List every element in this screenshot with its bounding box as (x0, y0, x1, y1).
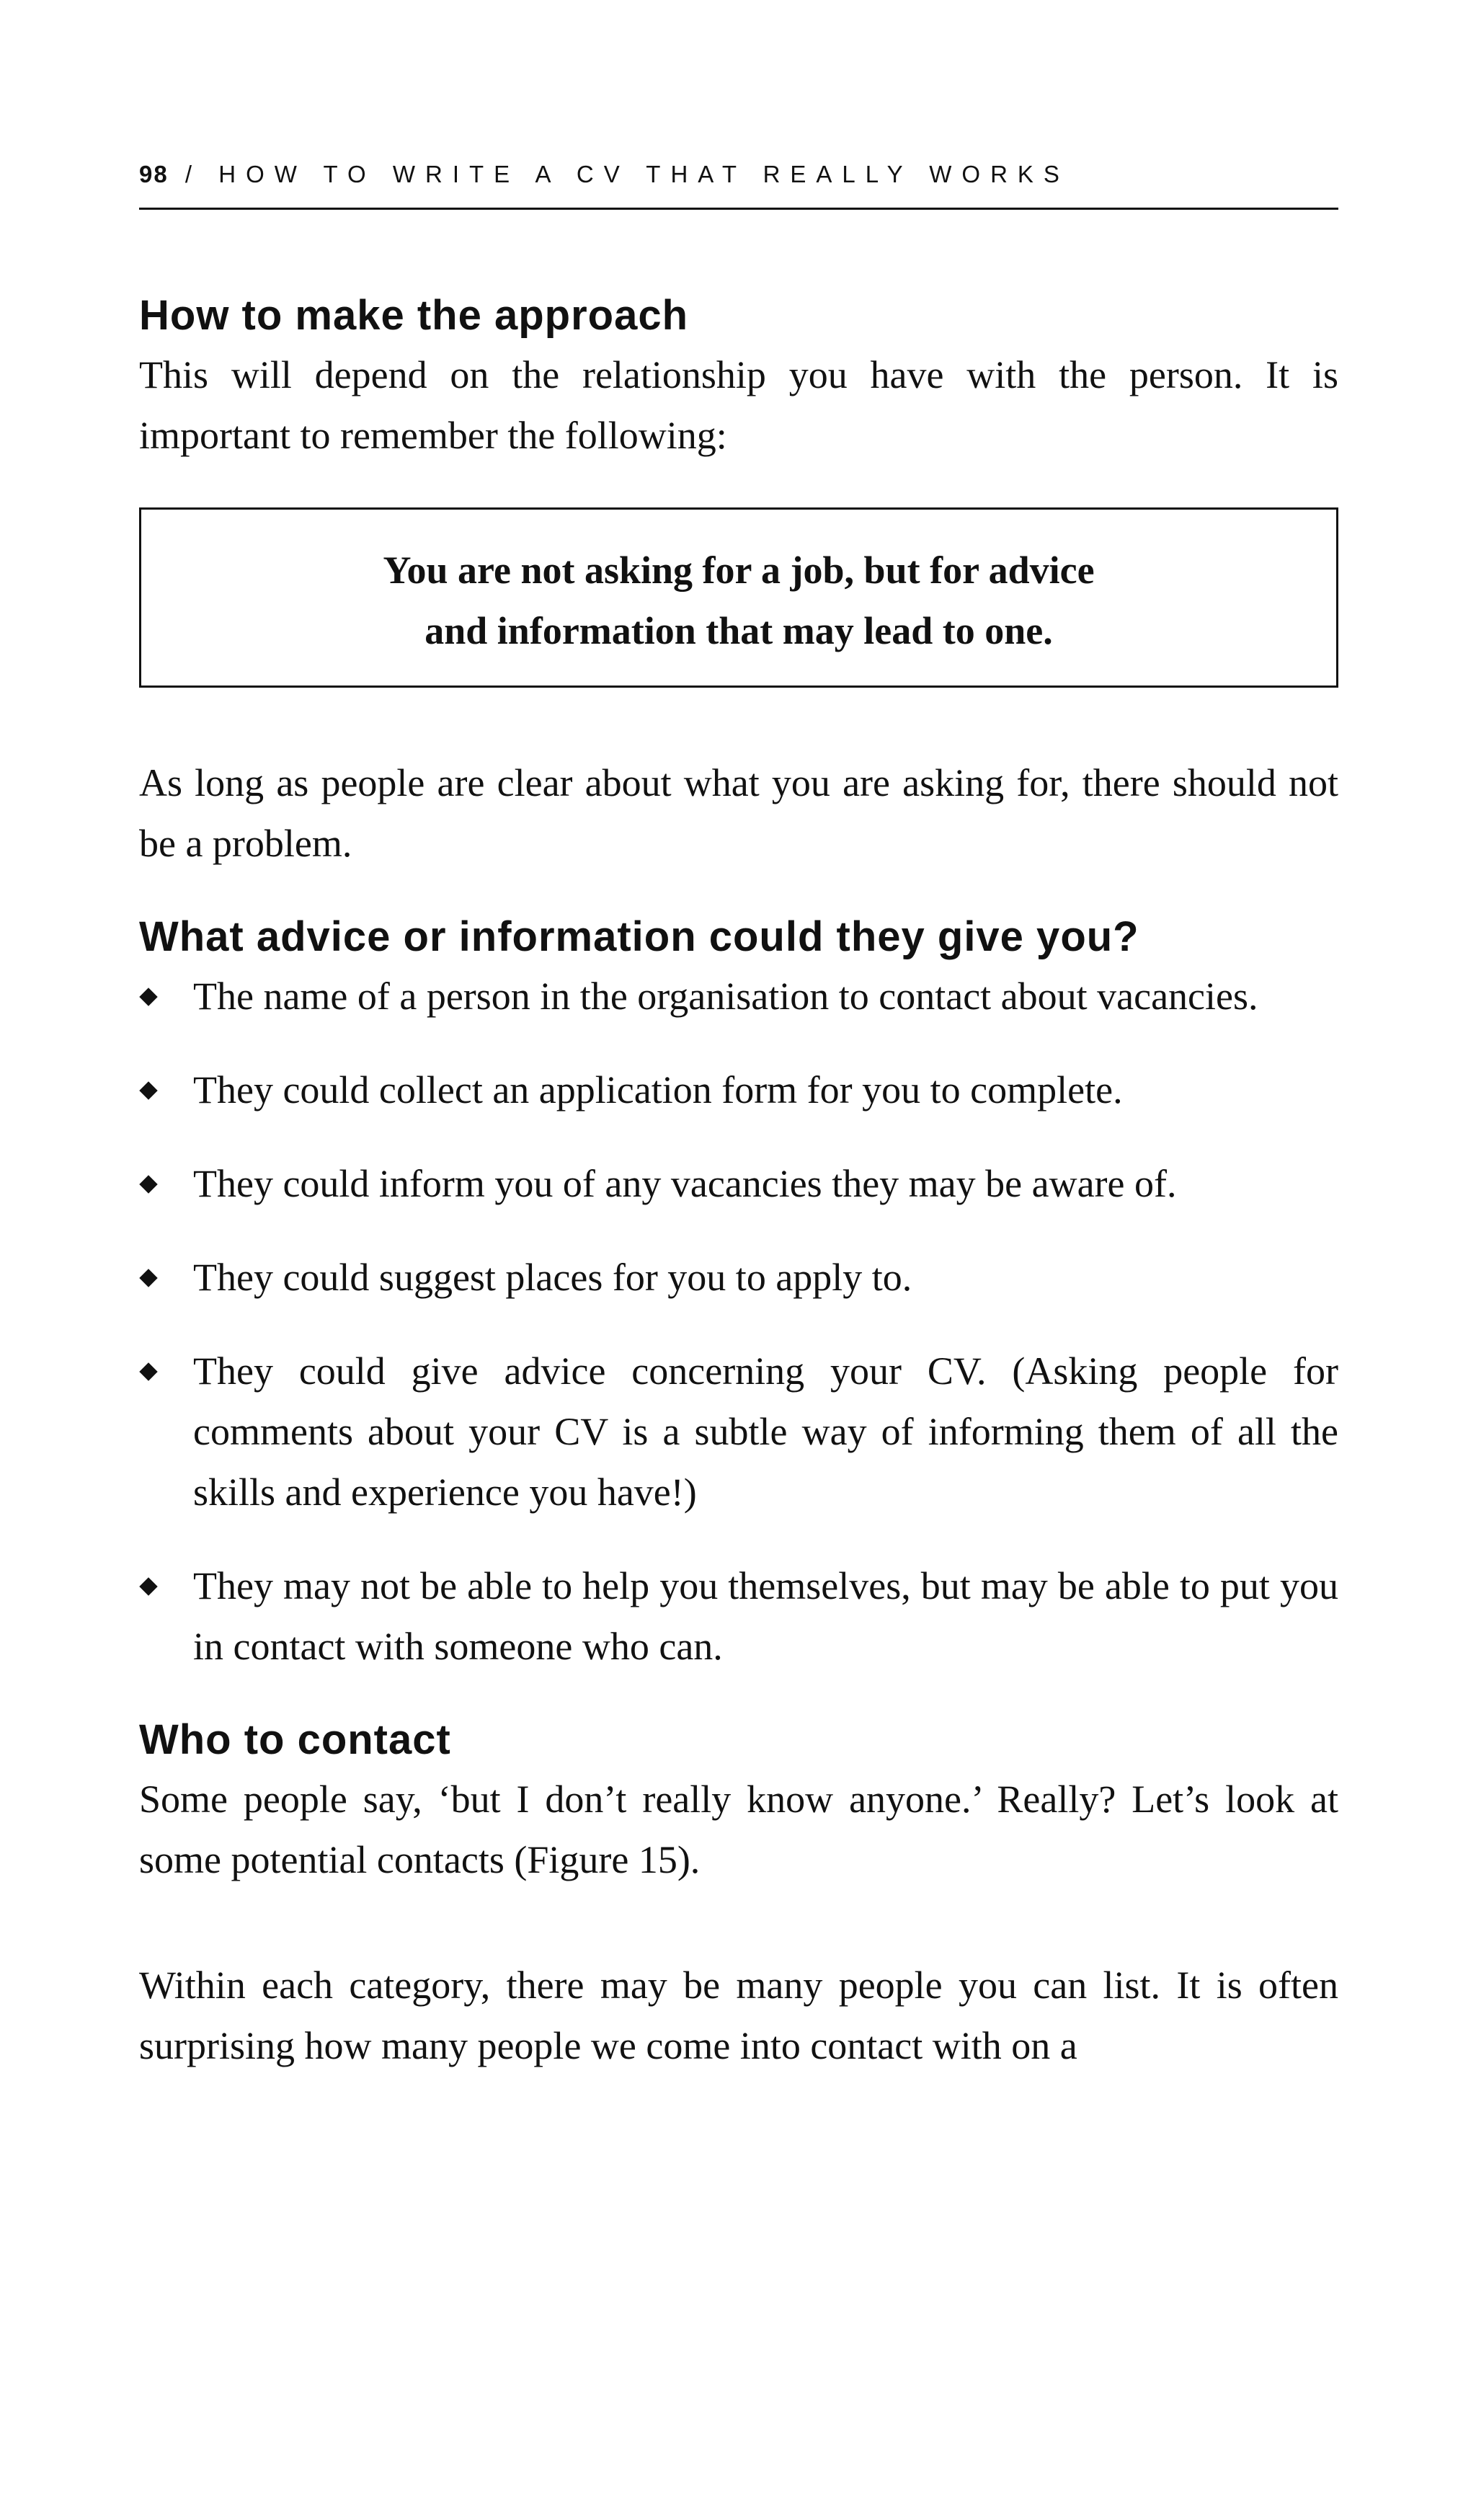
running-header (139, 160, 1338, 189)
list-item (139, 1153, 1338, 1214)
callout-box (139, 507, 1338, 688)
callout-line-2: and information that may lead to one. (424, 609, 1053, 652)
contact-para-1: Some people say, ‘but I don’t really know anyone.’ Really? Let’s look at some potential contacts (Figure 15). (139, 1778, 1338, 1881)
diamond-bullet-icon (139, 1577, 157, 1595)
list-item (139, 1060, 1338, 1120)
diamond-bullet-icon (139, 1269, 157, 1287)
approach-follow-up: As long as people are clear about what you are asking for, there should not be a problem. (139, 761, 1338, 865)
diamond-bullet-icon (139, 1081, 157, 1099)
list-item (139, 966, 1338, 1026)
diamond-bullet-icon (139, 988, 157, 1006)
list-item-text: They may not be able to help you themselves, but may be able to put you in contact with someone who can. (193, 1564, 1338, 1668)
list-item (139, 1341, 1338, 1522)
page-number: 98 (139, 161, 169, 187)
header-rule (139, 208, 1338, 210)
callout-line-1: You are not asking for a job, but for advice (383, 549, 1095, 592)
running-title: HOW TO WRITE A CV THAT REALLY WORKS (218, 161, 1070, 187)
list-item-text: They could inform you of any vacancies they may be aware of. (193, 1162, 1177, 1205)
diamond-bullet-icon (139, 1175, 157, 1193)
heading-approach: How to make the approach (139, 292, 689, 339)
contact-para-2: Within each category, there may be many people you can list. It is often surprising how many people we come into contact with on a (139, 1964, 1338, 2067)
header-separator: / (168, 161, 219, 187)
list-item (139, 1556, 1338, 1677)
list-item-text: They could collect an application form for you to complete. (193, 1068, 1123, 1112)
advice-list (139, 966, 1338, 1677)
list-item-text: They could give advice concerning your CV. (Asking people for comments about your CV is a subtle way of informing them of all the skills and experience you have!) (193, 1349, 1338, 1514)
list-item-text: They could suggest places for you to apply to. (193, 1256, 912, 1299)
heading-advice: What advice or information could they give you? (139, 913, 1139, 960)
list-item (139, 1247, 1338, 1308)
heading-contact: Who to contact (139, 1716, 451, 1763)
approach-intro: This will depend on the relationship you have with the person. It is important to remember the following: (139, 353, 1338, 457)
page-content (139, 287, 1338, 2076)
diamond-bullet-icon (139, 1362, 157, 1380)
list-item-text: The name of a person in the organisation to contact about vacancies. (193, 975, 1258, 1018)
